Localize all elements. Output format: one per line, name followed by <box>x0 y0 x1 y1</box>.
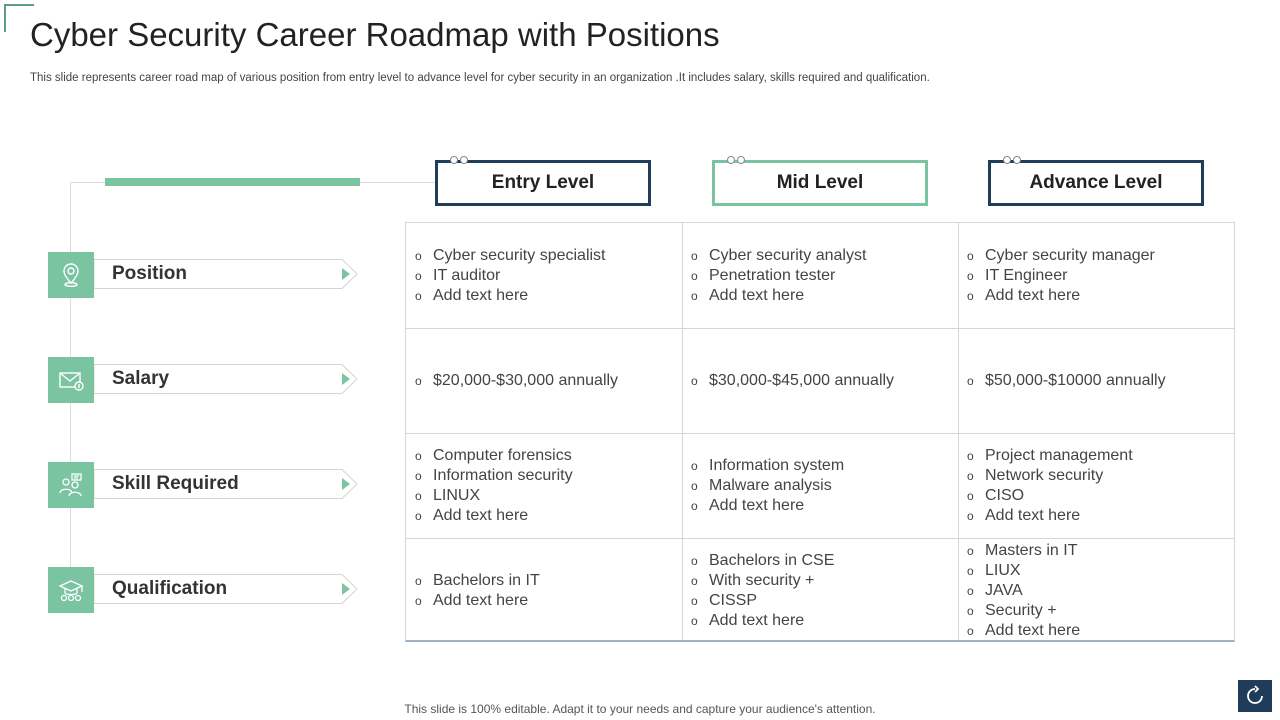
binder-rings-decoration <box>727 156 749 166</box>
list-item-text: Bachelors in IT <box>433 571 540 589</box>
list-item-text: Add text here <box>985 506 1081 524</box>
bullet-marker: o <box>415 468 422 483</box>
list-item-text: Add text here <box>985 286 1081 304</box>
column-header-advance-level <box>988 160 1204 206</box>
bullet-list <box>406 571 540 611</box>
list-item-text: LIUX <box>985 561 1021 579</box>
list-item <box>691 496 844 516</box>
table-cell <box>406 223 682 328</box>
row-label-text: Salary <box>112 368 170 389</box>
bullet-list <box>958 246 1155 306</box>
bullet-marker: o <box>691 478 698 493</box>
list-item-text: Penetration tester <box>709 266 836 284</box>
people-skills-icon <box>48 462 94 508</box>
list-item <box>415 446 573 466</box>
list-item <box>967 621 1080 641</box>
column-header-mid-level <box>712 160 928 206</box>
row-label-position <box>48 252 360 298</box>
list-item-text: LINUX <box>433 486 481 504</box>
table-cell <box>406 433 682 538</box>
bullet-list <box>406 371 618 391</box>
table-cell <box>958 433 1234 538</box>
slide-subtitle: This slide represents career road map of various position from entry level to advance level for cyber security in an organization .It includes salary, skills required and qualification. <box>30 72 930 84</box>
column-header-entry-level <box>435 160 651 206</box>
list-item-text: Add text here <box>709 611 805 629</box>
bullet-marker: o <box>967 543 974 558</box>
list-item <box>967 466 1133 486</box>
list-item-text: Cyber security specialist <box>433 246 606 264</box>
bullet-marker: o <box>691 553 698 568</box>
bullet-marker: o <box>967 268 974 283</box>
list-item <box>415 371 618 391</box>
list-item <box>691 476 844 496</box>
binder-rings-decoration <box>450 156 472 166</box>
bullet-list <box>958 446 1133 526</box>
list-item-text: Cyber security manager <box>985 246 1155 264</box>
list-item-text: Add text here <box>709 496 805 514</box>
bullet-marker: o <box>967 248 974 263</box>
bullet-marker: o <box>415 573 422 588</box>
list-item <box>967 286 1155 306</box>
table-cell <box>958 538 1234 643</box>
list-item-text: IT auditor <box>433 266 501 284</box>
list-item-text: Computer forensics <box>433 446 572 464</box>
list-item-text: Information security <box>433 466 573 484</box>
list-item <box>415 571 540 591</box>
bullet-list <box>406 446 573 526</box>
bullet-marker: o <box>691 573 698 588</box>
list-item <box>415 286 606 306</box>
bullet-marker: o <box>691 288 698 303</box>
bullet-marker: o <box>415 248 422 263</box>
bullet-marker: o <box>967 623 974 638</box>
list-item <box>967 371 1166 391</box>
corner-decoration <box>0 0 34 34</box>
list-item-text: Security + <box>985 601 1057 619</box>
bullet-marker: o <box>691 593 698 608</box>
table-cell <box>406 538 682 643</box>
list-item <box>967 541 1080 561</box>
bullet-list <box>682 456 844 516</box>
bullet-marker: o <box>415 268 422 283</box>
list-item <box>967 506 1133 526</box>
bullet-marker: o <box>967 488 974 503</box>
bullet-marker: o <box>415 508 422 523</box>
bullet-marker: o <box>967 583 974 598</box>
list-item <box>691 266 866 286</box>
list-item-text: $30,000-$45,000 annually <box>709 371 895 389</box>
column-header-label: Advance Level <box>1029 172 1163 193</box>
list-item <box>415 591 540 611</box>
list-item <box>415 266 606 286</box>
envelope-money-icon <box>48 357 94 403</box>
table-cell <box>682 328 958 433</box>
table-cell <box>682 223 958 328</box>
bullet-marker: o <box>691 498 698 513</box>
list-item-text: Masters in IT <box>985 541 1078 559</box>
bullet-marker: o <box>967 288 974 303</box>
list-item-text: Network security <box>985 466 1104 484</box>
list-item <box>967 246 1155 266</box>
list-item-text: IT Engineer <box>985 266 1068 284</box>
bullet-marker: o <box>967 373 974 388</box>
bullet-marker: o <box>415 373 422 388</box>
bullet-marker: o <box>967 468 974 483</box>
bullet-marker: o <box>967 563 974 578</box>
column-header-label: Mid Level <box>776 172 864 193</box>
bullet-marker: o <box>967 448 974 463</box>
list-item-text: Add text here <box>709 286 805 304</box>
list-item <box>691 611 834 631</box>
bullet-marker: o <box>415 448 422 463</box>
column-header-label: Entry Level <box>491 172 595 193</box>
list-item <box>691 286 866 306</box>
list-item-text: Add text here <box>433 286 529 304</box>
list-item-text: CISO <box>985 486 1025 504</box>
list-item-text: Information system <box>709 456 845 474</box>
bullet-marker: o <box>967 603 974 618</box>
list-item <box>967 486 1133 506</box>
row-label-skill-required <box>48 462 360 508</box>
binder-rings-decoration <box>1003 156 1025 166</box>
row-label-text: Qualification <box>112 578 228 599</box>
bullet-marker: o <box>691 373 698 388</box>
bullet-list <box>958 371 1166 391</box>
bullet-list <box>958 541 1080 641</box>
list-item-text: $50,000-$10000 annually <box>985 371 1166 389</box>
list-item-text: Cyber security analyst <box>709 246 867 264</box>
bullet-list <box>682 551 834 631</box>
list-item-text: Add text here <box>433 591 529 609</box>
list-item <box>415 506 573 526</box>
table-cell <box>958 328 1234 433</box>
row-label-text: Position <box>112 263 187 284</box>
row-label-text: Skill Required <box>112 473 239 494</box>
row-label-qualification <box>48 567 360 613</box>
list-item <box>691 456 844 476</box>
bullet-list <box>406 246 606 306</box>
bullet-marker: o <box>691 248 698 263</box>
bullet-marker: o <box>691 458 698 473</box>
slide-footer: This slide is 100% editable. Adapt it to your needs and capture your audience's attention. <box>404 702 876 716</box>
bullet-marker: o <box>691 613 698 628</box>
list-item <box>967 561 1080 581</box>
bullet-marker: o <box>967 508 974 523</box>
list-item <box>967 601 1080 621</box>
list-item <box>691 551 834 571</box>
list-item-text: Add text here <box>433 506 529 524</box>
list-item-text: Add text here <box>985 621 1081 639</box>
table-cell <box>958 223 1234 328</box>
list-item-text: JAVA <box>985 581 1023 599</box>
list-item-text: CISSP <box>709 591 758 609</box>
list-item <box>691 246 866 266</box>
list-item-text: Project management <box>985 446 1133 464</box>
accent-bar <box>105 178 360 186</box>
bullet-list <box>682 371 894 391</box>
list-item <box>967 581 1080 601</box>
list-item-text: $20,000-$30,000 annually <box>433 371 619 389</box>
refresh-badge-icon <box>1238 680 1272 712</box>
row-label-salary <box>48 357 360 403</box>
list-item <box>415 466 573 486</box>
list-item-text: Bachelors in CSE <box>709 551 835 569</box>
list-item-text: Malware analysis <box>709 476 832 494</box>
list-item <box>415 246 606 266</box>
list-item-text: With security + <box>709 571 815 589</box>
list-item <box>691 371 894 391</box>
bullet-marker: o <box>415 593 422 608</box>
location-pin-icon <box>48 252 94 298</box>
list-item <box>967 446 1133 466</box>
graduation-cap-icon <box>48 567 94 613</box>
bullet-marker: o <box>691 268 698 283</box>
list-item <box>691 591 834 611</box>
list-item <box>691 571 834 591</box>
list-item <box>967 266 1155 286</box>
list-item <box>415 486 573 506</box>
table-cell <box>682 538 958 643</box>
bullet-list <box>682 246 866 306</box>
slide-title: Cyber Security Career Roadmap with Positions <box>30 16 720 53</box>
table-cell <box>406 328 682 433</box>
roadmap-table <box>405 222 1235 642</box>
bullet-marker: o <box>415 488 422 503</box>
table-cell <box>682 433 958 538</box>
bullet-marker: o <box>415 288 422 303</box>
